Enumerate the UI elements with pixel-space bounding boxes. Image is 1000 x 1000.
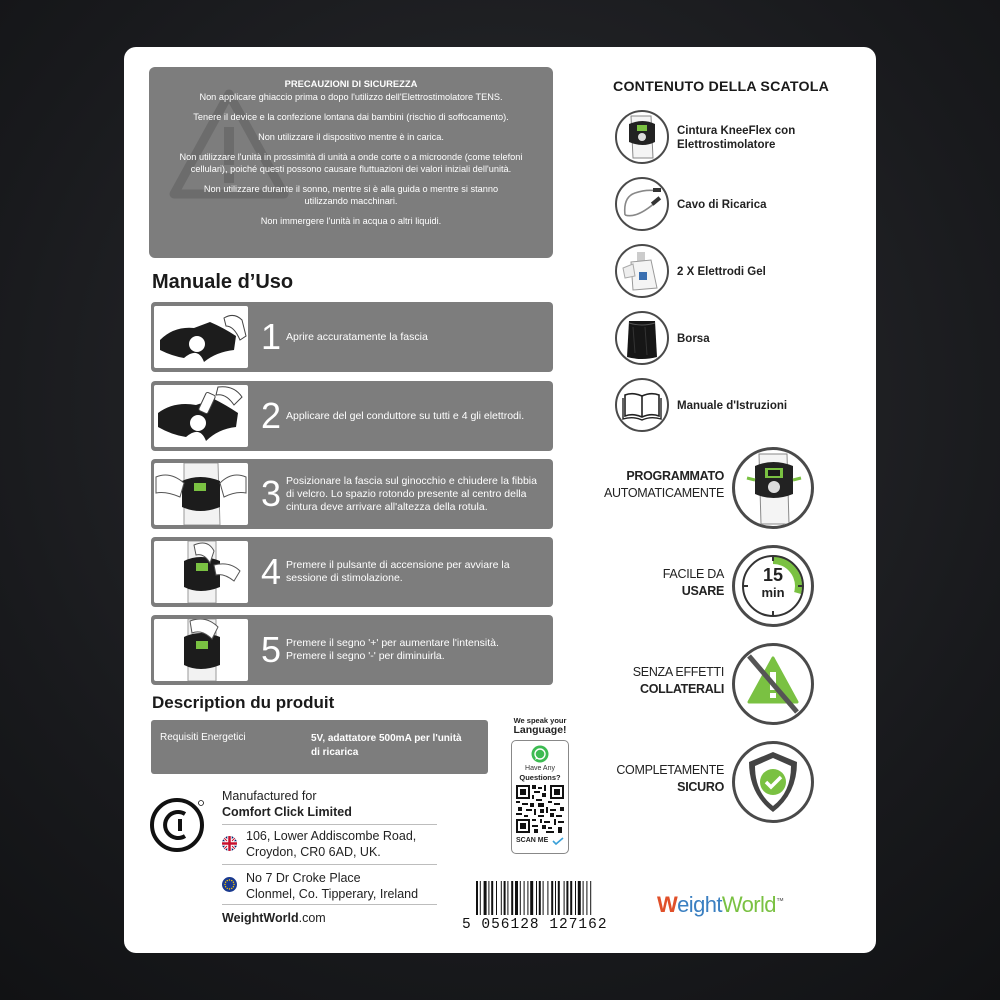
qr-code-card[interactable] bbox=[510, 716, 570, 852]
barcode-bar bbox=[496, 881, 497, 915]
spec-value: 5V, adattatore 500mA per l'unità di ricarica bbox=[311, 733, 462, 758]
barcode-bar bbox=[484, 881, 487, 915]
step-number: 1 bbox=[260, 316, 282, 357]
manual-step bbox=[151, 381, 553, 451]
whatsapp-icon bbox=[531, 745, 549, 763]
book-icon bbox=[615, 378, 669, 432]
website-link[interactable] bbox=[222, 910, 326, 926]
shield-check-icon bbox=[732, 741, 814, 823]
safety-precautions-box bbox=[149, 67, 553, 258]
safety-line: Tenere il device e la confezione lontana dai bambini (rischio di soffocamento). bbox=[193, 112, 509, 122]
safety-line: Non utilizzare il dispositivo mentre è in carica. bbox=[258, 132, 444, 142]
check-icon bbox=[552, 837, 564, 846]
bag-icon bbox=[615, 311, 669, 365]
step-number: 5 bbox=[260, 629, 282, 670]
timer-15-min-icon bbox=[732, 545, 814, 627]
barcode-bar bbox=[575, 881, 576, 915]
barcode-bar bbox=[570, 881, 572, 915]
barcode-bar bbox=[590, 881, 591, 915]
barcode-bar bbox=[583, 881, 584, 915]
safety-line: Non immergere l'unità in acqua o altri liquidi. bbox=[260, 216, 442, 226]
cable-icon bbox=[615, 177, 669, 231]
spec-label: Requisiti Energetici bbox=[160, 732, 246, 743]
barcode-bar bbox=[536, 881, 537, 915]
qr-language-text: Language! bbox=[513, 724, 567, 736]
barcode-bar bbox=[586, 881, 587, 915]
barcode-digits: 5 056128 127162 bbox=[462, 917, 608, 933]
safety-line: Non applicare ghiaccio prima o dopo l'utilizzo dell'Elettrostimolatore TENS. bbox=[199, 92, 503, 102]
box-item-label: Manuale d'Istruzioni bbox=[677, 399, 788, 412]
barcode-bar bbox=[488, 881, 489, 915]
product-label-card bbox=[124, 47, 876, 953]
barcode-bar bbox=[547, 881, 548, 915]
manual-step bbox=[151, 302, 553, 372]
scan-me-label: SCAN ME bbox=[516, 837, 549, 844]
box-item-label: Cintura KneeFlex con Elettrostimolatore bbox=[677, 124, 796, 151]
knee-device-icon bbox=[732, 447, 814, 529]
divider bbox=[222, 864, 437, 865]
step-illustration bbox=[154, 306, 248, 368]
step-number: 2 bbox=[260, 395, 282, 436]
qr-top-text: We speak your bbox=[513, 716, 567, 725]
barcode-bar bbox=[530, 881, 533, 915]
barcode-bar bbox=[555, 881, 556, 915]
qr-questions: Questions? bbox=[519, 773, 561, 782]
eu-flag-icon bbox=[222, 877, 237, 892]
divider bbox=[222, 824, 437, 825]
barcode-bar bbox=[527, 881, 528, 915]
barcode-bar bbox=[480, 881, 481, 915]
step-illustration bbox=[154, 385, 248, 447]
timer-value: 15 bbox=[762, 565, 784, 585]
box-item-label: Borsa bbox=[677, 332, 710, 345]
barcode-bar bbox=[524, 881, 525, 915]
barcode-bar bbox=[539, 881, 541, 915]
step-illustration bbox=[154, 541, 248, 603]
website-bold: WeightWorld bbox=[222, 911, 299, 925]
uk-address-line-1: 106, Lower Addiscombe Road, bbox=[246, 829, 417, 843]
barcode-bar bbox=[491, 881, 493, 915]
barcode-bar bbox=[566, 881, 568, 915]
uk-flag-icon bbox=[222, 836, 237, 851]
barcode-bar bbox=[551, 881, 553, 915]
box-item-label: 2 X Elettrodi Gel bbox=[677, 265, 766, 278]
eu-address-line-2: Clonmel, Co. Tipperary, Ireland bbox=[246, 887, 419, 901]
step-text: Posizionare la fascia sul ginocchio e chiudere la fibbia di velcro. Lo spazio rotondo presente al centro della cintura deve arrivare all'altezza della rotula. bbox=[286, 474, 537, 513]
step-illustration bbox=[154, 619, 248, 681]
barcode-bar bbox=[558, 881, 560, 915]
step-number: 3 bbox=[260, 473, 282, 514]
knee-brace-icon bbox=[615, 110, 669, 164]
barcode-bar bbox=[543, 881, 544, 915]
no-warning-icon bbox=[732, 643, 814, 725]
timer-unit: min bbox=[761, 585, 785, 600]
divider bbox=[222, 904, 437, 905]
manual-step bbox=[151, 615, 553, 685]
step-text: Premere il pulsante di accensione per avviare la sessione di stimolazione. bbox=[286, 559, 510, 584]
company-name: Comfort Click Limited bbox=[222, 805, 352, 819]
description-title: Description du produit bbox=[152, 693, 335, 712]
barcode-bar bbox=[511, 881, 513, 915]
eu-address-line-1: No 7 Dr Croke Place bbox=[246, 871, 361, 885]
step-text: Aprire accuratamente la fascia bbox=[286, 330, 428, 343]
feature-no-side-effects: SENZA EFFETTI COLLATERALI bbox=[584, 641, 814, 721]
step-illustration bbox=[154, 463, 248, 525]
feature-easy-to-use: FACILE DA USARE 15 min bbox=[584, 543, 814, 623]
manufactured-for-label: Manufactured for bbox=[222, 789, 317, 803]
step-number: 4 bbox=[260, 551, 282, 592]
step-text: Premere il segno '+' per aumentare l'intensità. Premere il segno '-' per diminuirla. bbox=[286, 637, 499, 662]
step-text: Applicare del gel conduttore su tutti e 4 gli elettrodi. bbox=[286, 409, 525, 422]
barcode-bar bbox=[476, 881, 478, 915]
qr-code-icon bbox=[516, 785, 564, 833]
feature-completely-safe: COMPLETAMENTE SICURO bbox=[584, 739, 814, 819]
feature-auto-program: PROGRAMMATO AUTOMATICAMENTE bbox=[584, 445, 814, 525]
barcode-bar bbox=[504, 881, 506, 915]
uk-address-line-2: Croydon, CR0 6AD, UK. bbox=[246, 845, 381, 859]
comfort-click-logo bbox=[149, 797, 205, 853]
manual-step bbox=[151, 459, 553, 529]
weightworld-logo: WeightWorld™ bbox=[657, 892, 784, 917]
box-item-label: Cavo di Ricarica bbox=[677, 198, 767, 211]
qr-have-any: Have Any bbox=[525, 765, 555, 772]
safety-line: Non utilizzare l'unità in prossimità di unità a onde corte o a microonde (come telefoni cellulari), poiché questi possono causare fluttuazioni dei valori iniziali dell'unità. bbox=[179, 152, 523, 174]
barcode-bar bbox=[564, 881, 565, 915]
box-contents-title: CONTENUTO DELLA SCATOLA bbox=[613, 79, 830, 95]
barcode-bar bbox=[578, 881, 581, 915]
manual-step bbox=[151, 537, 553, 607]
manual-title: Manuale d’Uso bbox=[152, 271, 294, 293]
safety-line: Non utilizzare durante il sonno, mentre si è alla guida o mentre si stanno utilizzando macchinari. bbox=[203, 184, 499, 206]
barcode-bar bbox=[520, 881, 521, 915]
barcode-bar bbox=[515, 881, 518, 915]
specs-box bbox=[151, 720, 488, 774]
website-domain: .com bbox=[298, 911, 326, 925]
barcode-bar bbox=[507, 881, 508, 915]
gel-electrodes-icon bbox=[615, 244, 669, 298]
safety-title: PRECAUZIONI DI SICUREZZA bbox=[284, 78, 418, 89]
barcode-bar bbox=[501, 881, 502, 915]
